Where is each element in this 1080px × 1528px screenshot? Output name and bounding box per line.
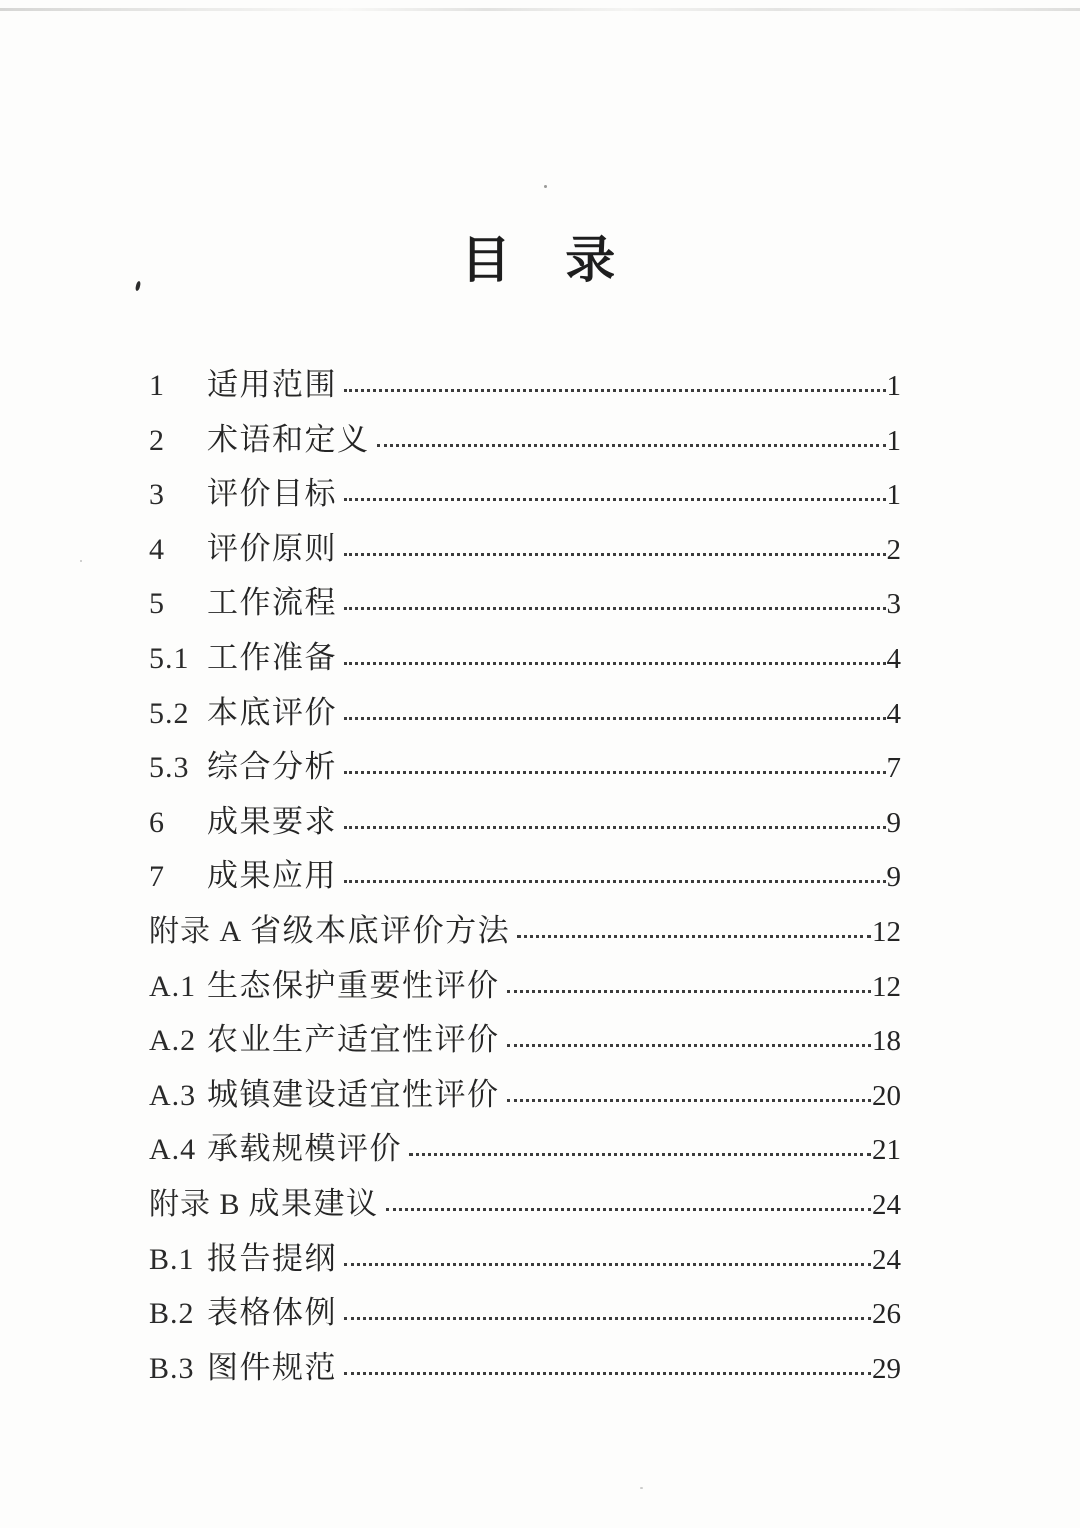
- dotted-leader: [344, 826, 886, 829]
- toc-entry-number: B.3: [149, 1351, 195, 1385]
- dotted-leader: [507, 990, 872, 993]
- dotted-leader: [517, 935, 871, 938]
- toc-entry-page-number: 21: [872, 1134, 901, 1167]
- toc-entry: [149, 733, 901, 788]
- dotted-leader: [344, 1317, 871, 1320]
- toc-entry-number: 附录 A: [149, 914, 243, 948]
- dotted-leader: [344, 553, 886, 556]
- dotted-leader: [344, 389, 886, 392]
- toc-entry-title: 工作准备: [207, 639, 337, 675]
- toc-entry: [149, 1006, 901, 1061]
- toc-entry-number: 附录 B: [149, 1187, 241, 1221]
- dotted-leader: [344, 717, 886, 720]
- toc-entry-number: 5.3: [149, 751, 190, 785]
- dotted-leader: [344, 771, 886, 774]
- toc-entry: [149, 679, 901, 734]
- toc-entry-number: A.2: [149, 1024, 197, 1058]
- toc-entry: [149, 624, 901, 679]
- toc-entry-page-number: 12: [872, 970, 901, 1003]
- toc-entry-title: 适用范围: [207, 367, 337, 402]
- toc-entry-number: A.4: [149, 1133, 197, 1167]
- toc-entry: [149, 1225, 901, 1280]
- toc-entry: [149, 897, 901, 952]
- toc-entry-number: B.2: [149, 1297, 195, 1331]
- toc-entry-page-number: 18: [872, 1025, 901, 1058]
- scan-artifact-top-edge: [0, 8, 1080, 11]
- toc-entry: [149, 351, 901, 406]
- toc-entry-number: A.1: [149, 969, 197, 1003]
- toc-entry-page-number: 2: [886, 533, 901, 566]
- toc-entry-page-number: 9: [886, 806, 901, 839]
- dotted-leader: [344, 1263, 871, 1266]
- toc-entry-number: 6: [149, 805, 165, 839]
- toc-entry-title: 图件规范: [207, 1349, 337, 1385]
- toc-entry-number: 4: [149, 532, 165, 566]
- scan-speck: [80, 560, 82, 562]
- toc-entry: [149, 1279, 901, 1334]
- toc-entry-page-number: 1: [886, 424, 901, 457]
- toc-entry-page-number: 20: [872, 1079, 901, 1112]
- dotted-leader: [507, 1099, 872, 1102]
- toc-entry: [149, 515, 901, 570]
- toc-entry-page-number: 29: [872, 1352, 901, 1385]
- dotted-leader: [344, 1372, 871, 1375]
- toc-entry-title: 农业生产适宜性评价: [207, 1022, 500, 1058]
- dotted-leader: [377, 444, 886, 447]
- toc-entry-title: 成果建议: [248, 1185, 379, 1221]
- toc-entry-title: 生态保护重要性评价: [207, 967, 500, 1003]
- scan-speck: [640, 1487, 643, 1489]
- toc-entry-page-number: 7: [886, 752, 901, 785]
- toc-entry-number: 7: [149, 860, 165, 894]
- toc-entry-number: 2: [149, 423, 165, 457]
- toc-entry-title: 术语和定义: [207, 421, 370, 457]
- dotted-leader: [507, 1044, 872, 1047]
- toc-entry: [149, 788, 901, 843]
- toc-entry-title: 工作流程: [207, 585, 337, 621]
- toc-entry-page-number: 3: [886, 588, 901, 621]
- toc-entry-title: 报告提纲: [207, 1240, 337, 1276]
- dotted-leader: [409, 1153, 871, 1156]
- dotted-leader: [344, 607, 886, 610]
- toc-entry-page-number: 1: [886, 370, 901, 402]
- scan-speck: [544, 185, 547, 188]
- toc-entry: [149, 952, 901, 1007]
- toc-entry-page-number: 9: [886, 861, 901, 894]
- dotted-leader: [386, 1208, 871, 1211]
- toc-entry-number: 3: [149, 478, 165, 512]
- toc-entry-number: B.1: [149, 1242, 195, 1276]
- toc-entry-page-number: 24: [872, 1188, 901, 1221]
- toc-entry-title: 综合分析: [207, 749, 337, 785]
- toc-entry-number: 1: [149, 369, 165, 402]
- toc-entry-page-number: 24: [872, 1243, 901, 1276]
- toc-entry: [149, 842, 901, 897]
- toc-entry-title: 评价原则: [207, 530, 337, 566]
- dotted-leader: [344, 498, 886, 501]
- table-of-contents: [149, 351, 901, 1388]
- toc-entry: [149, 406, 901, 461]
- toc-entry-title: 评价目标: [207, 476, 337, 512]
- toc-entry-page-number: 1: [886, 479, 901, 512]
- toc-entry-number: 5: [149, 587, 165, 621]
- toc-entry-title: 承载规模评价: [207, 1131, 402, 1167]
- toc-entry: [149, 1170, 901, 1225]
- toc-entry-page-number: 4: [886, 697, 901, 730]
- toc-entry: [149, 1115, 901, 1170]
- toc-entry: [149, 569, 901, 624]
- toc-entry: [149, 460, 901, 515]
- toc-entry-title: 本底评价: [207, 694, 337, 730]
- dotted-leader: [344, 880, 886, 883]
- page-title: 目 录: [460, 232, 620, 288]
- toc-entry-title: 表格体例: [207, 1295, 337, 1331]
- toc-entry: [149, 1334, 901, 1389]
- toc-entry: [149, 1061, 901, 1116]
- toc-entry-page-number: 26: [872, 1298, 901, 1331]
- toc-entry-number: 5.2: [149, 696, 190, 730]
- toc-entry-title: 成果应用: [207, 858, 337, 894]
- toc-entry-title: 成果要求: [207, 803, 337, 839]
- toc-entry-page-number: 4: [886, 642, 901, 675]
- toc-entry-number: A.3: [149, 1078, 197, 1112]
- toc-entry-number: 5.1: [149, 641, 190, 675]
- toc-entry-page-number: 12: [872, 915, 901, 948]
- dotted-leader: [344, 662, 886, 665]
- toc-entry-title: 省级本底评价方法: [250, 912, 511, 948]
- toc-entry-title: 城镇建设适宜性评价: [207, 1076, 500, 1112]
